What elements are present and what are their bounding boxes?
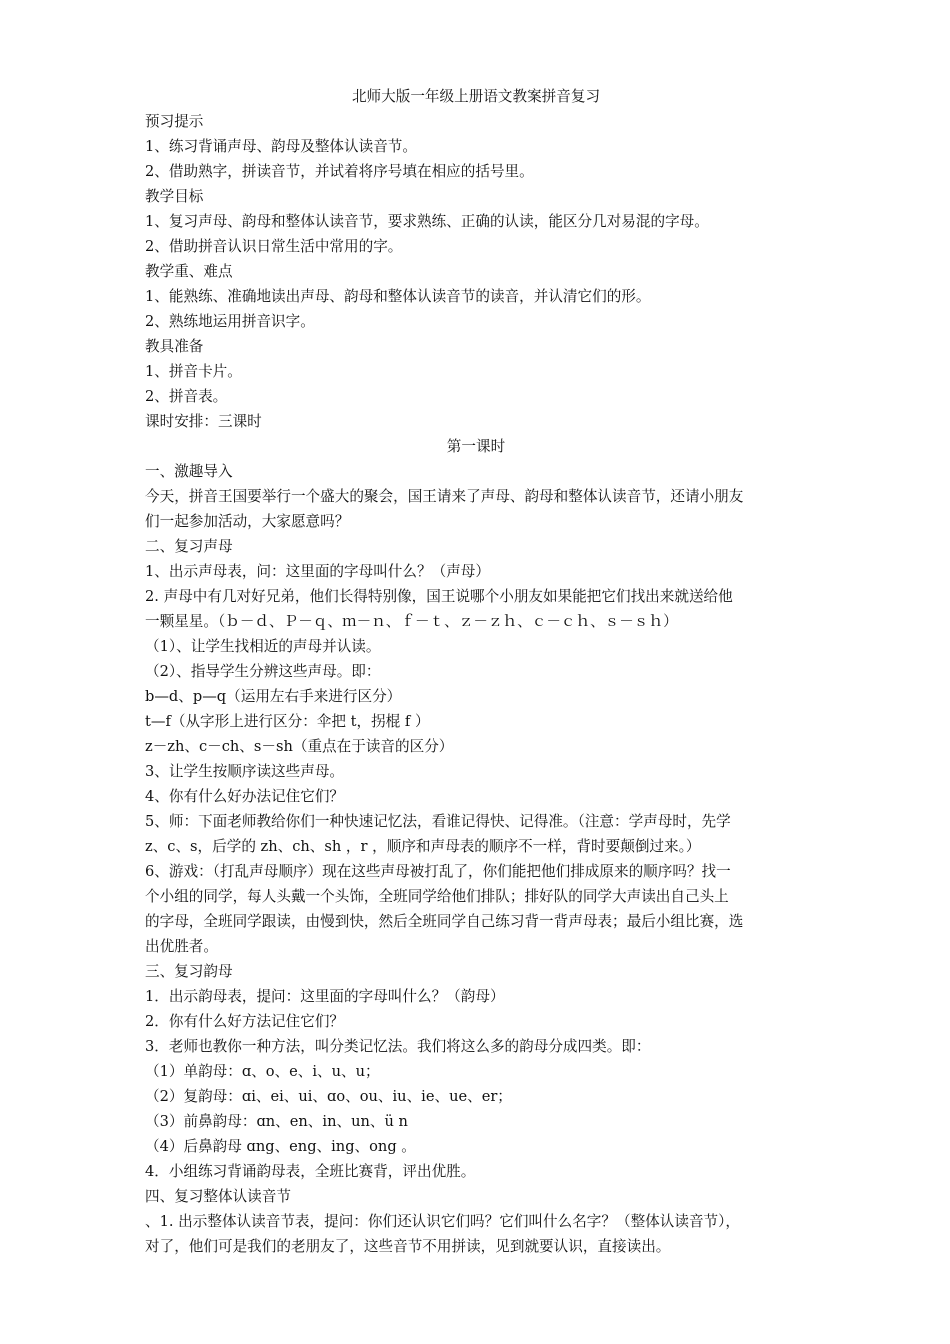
paragraph-line: 2、熟练地运用拼音识字。	[145, 313, 315, 330]
paragraph-line: 个小组的同学，每人头戴一个头饰，全班同学给他们排队；排好队的同学大声读出自己头上	[145, 888, 729, 905]
paragraph-line: 5、师：下面老师教给你们一种快速记忆法，看谁记得快、记得准。（注意：学声母时，先学	[145, 813, 731, 830]
paragraph-line: 们一起参加活动，大家愿意吗？	[145, 513, 350, 530]
paragraph-line: 三、复习韵母	[145, 963, 233, 980]
paragraph-line: 2、借助拼音认识日常生活中常用的字。	[145, 238, 403, 255]
paragraph-line: （1）、让学生找相近的声母并认读。	[145, 638, 381, 655]
paragraph-line: 一、激趣导入	[145, 463, 233, 480]
paragraph-line: 的字母，全班同学跟读，由慢到快，然后全班同学自己练习背一背声母表；最后小组比赛，选	[145, 913, 744, 930]
paragraph-line: （1）单韵母：ɑ、o、e、i、u、u；	[145, 1063, 380, 1080]
paragraph-line: 预习提示	[145, 113, 204, 130]
paragraph-line: 2、拼音表。	[145, 388, 228, 405]
paragraph-line: 四、复习整体认读音节	[145, 1188, 291, 1205]
paragraph-line: z－zh、c－ch、s－sh（重点在于读音的区分）	[145, 738, 454, 755]
paragraph-line: 教具准备	[145, 338, 204, 355]
paragraph-line: （4）后鼻韵母 ɑng、eng、ing、ong 。	[145, 1138, 416, 1155]
paragraph-line: （2）、指导学生分辨这些声母。即：	[145, 663, 381, 680]
paragraph-line: （3）前鼻韵母：ɑn、en、in、un、ü n	[145, 1113, 408, 1130]
document-body	[145, 84, 807, 1259]
paragraph-line: 2. 声母中有几对好兄弟，他们长得特别像，国王说哪个小朋友如果能把它们找出来就送给他	[145, 588, 733, 605]
paragraph-line: 1、练习背诵声母、韵母及整体认读音节。	[145, 138, 417, 155]
paragraph-line: 6、游戏：（打乱声母顺序）现在这些声母被打乱了，你们能把他们排成原来的顺序吗？找一	[145, 863, 731, 880]
paragraph-line: 二、复习声母	[145, 538, 233, 555]
paragraph-line: 1、能熟练、准确地读出声母、韵母和整体认读音节的读音，并认清它们的形。	[145, 288, 651, 305]
paragraph-line: 、1. 出示整体认读音节表，提问：你们还认识它们吗？它们叫什么名字？（整体认读音节），	[145, 1213, 741, 1230]
paragraph-line: 4．小组练习背诵韵母表，全班比赛背，评出优胜。	[145, 1163, 476, 1180]
paragraph-line: 1．出示韵母表，提问：这里面的字母叫什么？（韵母）	[145, 988, 505, 1005]
paragraph-line: 对了，他们可是我们的老朋友了，这些音节不用拼读，见到就要认识，直接读出。	[145, 1238, 671, 1255]
paragraph-line: 今天，拼音王国要举行一个盛大的聚会，国王请来了声母、韵母和整体认读音节，还请小朋友	[145, 488, 744, 505]
paragraph-line: 3．老师也教你一种方法，叫分类记忆法。我们将这么多的韵母分成四类。即：	[145, 1038, 651, 1055]
paragraph-line: 1、出示声母表，问：这里面的字母叫什么？（声母）	[145, 563, 490, 580]
lesson-title: 第一课时	[446, 438, 506, 455]
paragraph-line: b—d、p—q（运用左右手来进行区分）	[145, 688, 402, 705]
paragraph-line: 出优胜者。	[145, 938, 218, 955]
paragraph-line: 教学目标	[145, 188, 204, 205]
paragraph-line: z、c、s，后学的 zh、ch、sh ，r ，顺序和声母表的顺序不一样，背时要颠倒过来。）	[145, 838, 701, 855]
paragraph-line: （2）复韵母：ɑi、ei、ui、ɑo、ou、iu、ie、ue、er；	[145, 1088, 512, 1105]
document-title: 北师大版一年级上册语文教案拼音复习	[351, 88, 601, 105]
paragraph-line: 1、复习声母、韵母和整体认读音节，要求熟练、正确的认读，能区分几对易混的字母。	[145, 213, 709, 230]
paragraph-line: 2．你有什么好方法记住它们？	[145, 1013, 345, 1030]
paragraph-line: 课时安排：三课时	[145, 413, 262, 430]
paragraph-line: t—f（从字形上进行区分：伞把 t，拐棍 f ）	[145, 713, 430, 730]
paragraph-line: 教学重、难点	[145, 263, 233, 280]
paragraph-line: 4、你有什么好办法记住它们？	[145, 788, 345, 805]
paragraph-line: 1、拼音卡片。	[145, 363, 242, 380]
paragraph-line: 2、借助熟字，拼读音节，并试着将序号填在相应的括号里。	[145, 163, 534, 180]
paragraph-line: 3、让学生按顺序读这些声母。	[145, 763, 345, 780]
paragraph-line: 一颗星星。（ｂ－ｄ、Ｐ－ｑ、ｍ－ｎ、ｆ－ｔ、ｚ－ｚｈ、ｃ－ｃｈ、ｓ－ｓｈ）	[145, 613, 678, 630]
